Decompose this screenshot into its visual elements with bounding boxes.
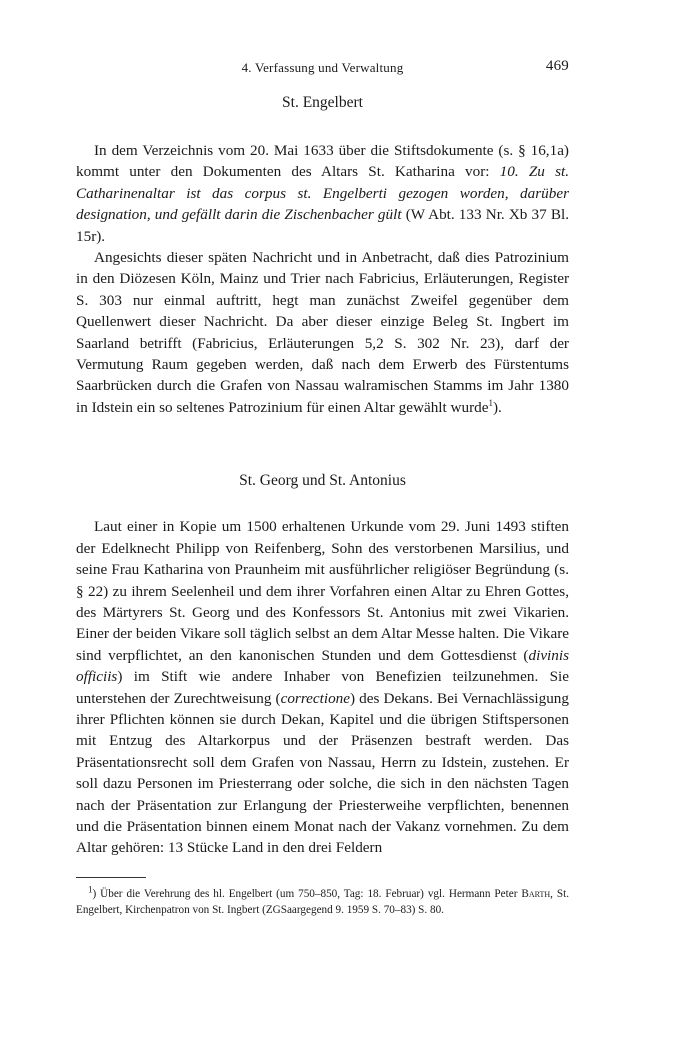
text-run: Laut einer in Kopie um 1500 erhaltenen Urkunde vom 29. Juni 1493 stiften der Edelknecht Philipp von Reifenberg, Sohn des verstorbenen Marsilius, und seine Frau Katharina von Praunheim mit ausführlicher religiöser Begründung (s. § 22) zu ihrem Seelenheil und dem ihrer Vorfahren einen Altar zu Ehren Gottes, des Märtyrers St. Georg und des Konfessors St. Antonius mit zwei Vikarien. Einer der beiden Vikare soll täglich selbst an dem Altar Messe halten. Die Vikare sind verpflichtet, an den kanonischen Stunden und dem Gottesdienst ( xyxy=(76,518,569,664)
text-run: (W Abt. 133 Nr. Xb 37 Bl. 15r). xyxy=(76,206,569,245)
footnote xyxy=(76,886,569,919)
author-name: Barth xyxy=(521,887,551,900)
text-run: ) Über die Verehrung des hl. Engelbert (um 750–850, Tag: 18. Februar) vgl. Hermann Peter xyxy=(92,887,522,900)
footnote-reference[interactable]: 1 xyxy=(488,397,493,408)
italic-term: divinis officiis xyxy=(76,646,569,686)
page-number: 469 xyxy=(545,58,569,74)
section-heading-engelbert: St. Engelbert xyxy=(282,94,363,111)
text-run: ) im Stift wie andere Inhaber von Benefizien teilzunehmen. Sie unterstehen der Zurechtweisung ( xyxy=(76,668,569,707)
text-run: ). xyxy=(493,398,502,416)
text-run: , St. Engelbert, Kirchenpatron von St. Ingbert (ZGSaargegend 9. 1959 S. 70–83) S. 80. xyxy=(76,887,569,917)
italic-term: correctione xyxy=(280,689,351,707)
text-run: Angesichts dieser späten Nachricht und in Anbetracht, daß dies Patrozinium in den Diözesen Köln, Mainz und Trier nach Fabricius, Erläuterungen, Register S. 303 nur einmal auftritt, hegt man zunächst Zweifel gegenüber dem Quellenwert dieser Nachricht. Da aber dieser einzige Beleg St. Ingbert im Saarland betrifft (Fabricius, Erläuterungen 5,2 S. 302 Nr. 23), darf der Vermutung Raum gegeben werden, daß nach dem Erwerb des Fürstentums Saarbrücken durch die Grafen von Nassau walramischen Stamms im Jahr 1380 in Idstein ein so seltenes Patrozinium für einen Altar gewählt wurde xyxy=(76,249,569,416)
section-heading-georg-antonius: St. Georg und St. Antonius xyxy=(239,472,406,490)
paragraph-engelbert-1 xyxy=(76,140,569,247)
italic-quote: 10. Zu st. Catharinenaltar ist das corpus st. Engelberti gezogen worden, darüber designation, und gefällt darin die Zischenbacher gült xyxy=(76,163,570,224)
footnote-divider xyxy=(76,877,146,878)
paragraph-georg-antonius-1 xyxy=(76,516,569,859)
footnote-marker: 1 xyxy=(88,884,93,895)
running-head xyxy=(76,58,569,82)
book-page xyxy=(76,58,569,919)
text-run: ) des Dekans. Bei Vernachlässigung ihrer Pflichten können sie durch Dekan, Kapitel und die übrigen Stiftspersonen mit Entzug des Altarkorpus und der Präsenzen bestraft werden. Das Präsentationsrecht soll dem Grafen von Nassau, Herrn zu Idstein, zustehen. Er soll dazu Personen im Priesterrang oder solche, die sich in den nächsten Tagen nach der Präsentation zur Erlangung der Priesterweihe verpflichten, benennen und die Präsentation binnen einem Monat nach der Vakanz vornehmen. Zu dem Altar gehören: 13 Stücke Land in den drei Feldern xyxy=(76,689,569,857)
paragraph-engelbert-2 xyxy=(76,247,569,418)
text-run: In dem Verzeichnis vom 20. Mai 1633 über die Stiftsdokumente (s. § 16,1a) kommt unter den Dokumenten des Altars St. Katharina vor: xyxy=(76,142,569,181)
running-title: 4. Verfassung und Verwaltung xyxy=(241,60,404,75)
